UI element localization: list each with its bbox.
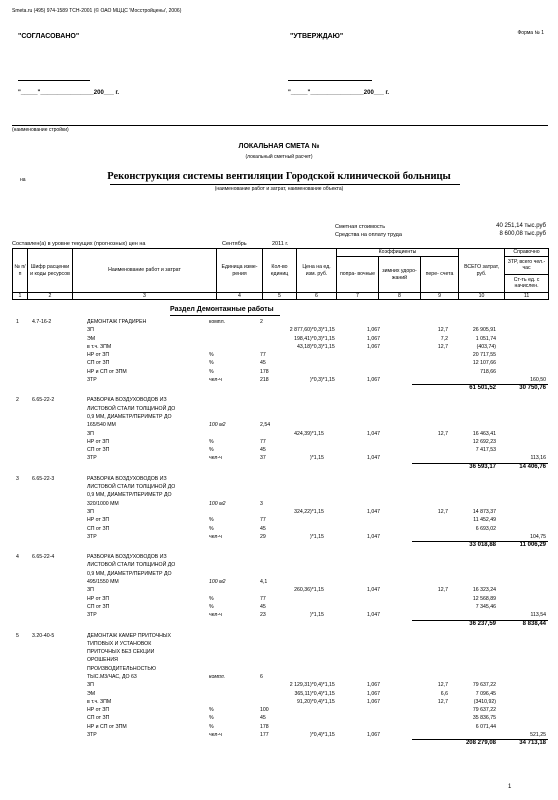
cost-total: 7 096,45 <box>475 690 496 697</box>
cost-qty: 177 <box>260 732 269 739</box>
item-name-line: ТЫС.М3/ЧАС, ДО 63 <box>87 674 137 680</box>
col-k2: зимних удоро- жаний <box>379 257 421 293</box>
col-total: ВСЕГО затрат, руб. <box>459 249 505 293</box>
item-qty: 2 <box>260 319 263 325</box>
col-k1: попра- вочные <box>337 257 379 293</box>
item-unit: 100 м2 <box>209 500 226 507</box>
item-name-line: 0,9 ММ, ДИАМЕТР/ПЕРИМЕТР ДО <box>87 492 172 499</box>
price-year: 2011 г. <box>272 241 289 247</box>
cost-k1: )*1,15 <box>310 612 324 619</box>
cost-unit: % <box>209 447 214 454</box>
col-number-cell: 7 <box>337 293 379 300</box>
cost-k1: )*0,3)*1,15 <box>310 377 335 384</box>
cost-row <box>12 731 548 739</box>
item-number: 5 <box>16 632 19 639</box>
item-sum-extra: 14 406,76 <box>519 463 546 470</box>
cost-qty: 178 <box>260 368 269 375</box>
cost-extra: 160,50 <box>530 377 546 384</box>
cost-name: ЗТР <box>87 377 97 384</box>
item-name-line: ТИПОВЫХ И УСТАНОВОК <box>87 640 152 647</box>
cost-extra: 104,75 <box>530 533 546 540</box>
cost-total: 6 693,02 <box>475 525 496 532</box>
cost-price: 2 129,31 <box>289 682 310 689</box>
cost-unit: чел-ч <box>209 612 222 619</box>
cost-unit: чел-ч <box>209 455 222 462</box>
cost-k3: 12,7 <box>437 698 448 705</box>
cost-k3: 6,6 <box>440 690 448 697</box>
col-number-cell: 2 <box>28 293 73 300</box>
cost-total: (403,74) <box>476 343 496 350</box>
cost-total: 12 692,23 <box>472 438 496 445</box>
cost-qty: 45 <box>260 447 266 454</box>
cost-k3: 12,7 <box>437 430 448 437</box>
section-title: Раздел Демонтажные работы <box>170 306 274 313</box>
cost-label: Сметная стоимость <box>335 224 386 230</box>
cost-row <box>12 525 548 533</box>
cost-row <box>12 343 548 351</box>
cost-k1: )*1,15 <box>310 587 324 594</box>
item-name-line: ОРОШЕНИЯ <box>87 657 118 664</box>
cost-row <box>12 351 548 359</box>
cost-value: 40 251,14 тыс.руб <box>496 223 546 229</box>
cost-k1: )*0,4)*1,15 <box>310 682 335 689</box>
item-sum-total: 33 018,88 <box>469 542 496 549</box>
cost-name: ЗТР <box>87 533 97 540</box>
item-qty: 2,54 <box>260 422 271 429</box>
cost-name: ЭМ <box>87 690 96 697</box>
cost-total: 1 051,74 <box>475 335 496 342</box>
col-ref: Справочно <box>505 249 549 257</box>
cost-name: ЗП <box>87 682 94 689</box>
cost-total: 35 836,75 <box>472 715 496 722</box>
cost-k3: 12,7 <box>437 587 448 594</box>
cost-k1: )*1,15 <box>310 533 324 540</box>
col-qty: Кол-во единиц <box>263 249 297 293</box>
cost-qty: 178 <box>260 723 269 730</box>
cost-qty: 45 <box>260 360 266 367</box>
cost-row <box>12 690 548 698</box>
col-k3: пере- счета <box>421 257 459 293</box>
item-sum-extra: 8 838,44 <box>522 620 546 627</box>
cost-k2: 1,047 <box>367 508 380 515</box>
section-underline <box>170 315 280 316</box>
agreed-label: "СОГЛАСОВАНО" <box>18 33 80 40</box>
item-name-line: ПРИТОЧНЫХ БЕЗ СЕКЦИИ <box>87 649 155 656</box>
item-sum-extra: 30 750,76 <box>519 385 546 392</box>
cost-name: ЗП <box>87 327 94 334</box>
construction-line <box>12 125 548 126</box>
cost-k2: 1,047 <box>367 455 380 462</box>
cost-qty: 218 <box>260 377 269 384</box>
software-header: Smeta.ru (495) 974-1589 ТСН-2001 (© ОАО МЦЦС 'Мосстройцены', 2006) <box>12 8 182 14</box>
cost-row <box>12 714 548 722</box>
date-right: "_____"________________200___ г. <box>288 90 390 96</box>
cost-qty: 45 <box>260 715 266 722</box>
cost-k2: 1,067 <box>367 682 380 689</box>
col-name: Наименование работ и затрат <box>73 249 217 293</box>
item-sum-extra: 34 713,18 <box>519 740 546 747</box>
cost-unit: % <box>209 517 214 524</box>
cost-k1: )*0,3)*1,15 <box>310 335 335 342</box>
col-number-cell: 10 <box>459 293 505 300</box>
cost-row <box>12 438 548 446</box>
construction-caption: (наименование стройки) <box>12 127 69 133</box>
cost-unit: % <box>209 723 214 730</box>
cost-row <box>12 586 548 594</box>
estimate-subtitle: (локальный сметный расчет) <box>245 154 313 160</box>
cost-k1: )*0,4)*1,15 <box>310 732 335 739</box>
col-number-cell: 5 <box>263 293 297 300</box>
cost-price: 324,22 <box>294 508 310 515</box>
cost-name: НР от ЗП <box>87 595 110 602</box>
col-number-cell: 6 <box>297 293 337 300</box>
item-code: 6.65-22-3 <box>32 475 55 482</box>
item-sum-row <box>12 384 548 393</box>
cost-k3: 12,7 <box>437 508 448 515</box>
cost-qty: 100 <box>260 707 269 714</box>
cost-price: 424,39 <box>294 430 310 437</box>
col-code: Шифр расценки и коды ресурсов <box>28 249 73 293</box>
cost-price: 198,41 <box>294 335 310 342</box>
item-name-line: 320/1000 ММ <box>87 500 119 507</box>
col-number-cell: 1 <box>13 293 28 300</box>
estimate-item <box>12 553 548 586</box>
cost-unit: % <box>209 595 214 602</box>
item-sum-total: 36 593,17 <box>469 463 496 470</box>
cost-name: ЗП <box>87 430 94 437</box>
cost-name: ЗТР <box>87 455 97 462</box>
cost-k2: 1,067 <box>367 327 380 334</box>
item-number: 3 <box>16 475 19 482</box>
cost-total: 7 417,53 <box>475 447 496 454</box>
cost-row <box>12 454 548 462</box>
cost-k1: )*0,4)*1,15 <box>310 698 335 705</box>
item-name: ДЕМОНТАЖ ГРАДИРЕН <box>87 319 147 325</box>
cost-row <box>12 335 548 343</box>
cost-name: НР от ЗП <box>87 438 110 445</box>
item-sum-total: 61 501,52 <box>469 385 496 392</box>
date-left: "_____"________________200___ г. <box>18 90 120 96</box>
cost-name: СП от ЗП <box>87 447 110 454</box>
cost-k2: 1,067 <box>367 690 380 697</box>
cost-row <box>12 430 548 438</box>
item-sum-total: 36 237,59 <box>469 620 496 627</box>
col-coefs: Коэффициенты <box>337 249 459 257</box>
item-qty: 4,1 <box>260 579 268 586</box>
cost-unit: % <box>209 603 214 610</box>
estimate-table-header <box>12 248 549 300</box>
cost-unit: % <box>209 707 214 714</box>
cost-name: ЗТР <box>87 732 97 739</box>
col-number-cell: 8 <box>379 293 421 300</box>
cost-k2: 1,047 <box>367 587 380 594</box>
estimate-title: ЛОКАЛЬНАЯ СМЕТА № <box>238 143 320 150</box>
cost-price: 2 877,60 <box>289 327 310 334</box>
item-unit: компл. <box>209 319 226 325</box>
cost-name: НР от ЗП <box>87 352 110 359</box>
cost-k2: 1,067 <box>367 732 380 739</box>
object-title: Реконструкция системы вентиляции Городской клинической больницы <box>107 171 451 182</box>
item-name-line: РАЗБОРКА ВОЗДУХОВОДОВ ИЗ <box>87 475 167 482</box>
cost-total: 79 637,22 <box>472 682 496 689</box>
item-name-line: ДЕМОНТАЖ КАМЕР ПРИТОЧНЫХ <box>87 632 171 639</box>
cost-total: (3410,92) <box>473 698 496 705</box>
cost-row <box>12 368 548 376</box>
wage-value: 8 600,08 тыс.руб <box>499 231 546 237</box>
cost-qty: 77 <box>260 517 266 524</box>
object-underline <box>110 184 460 185</box>
cost-name: НР и СП от ЗПМ <box>87 368 127 375</box>
item-name-line: ЛИСТОВОЙ СТАЛИ ТОЛЩИНОЙ ДО <box>87 562 176 569</box>
signature-line-right <box>288 80 372 81</box>
cost-unit: % <box>209 368 214 375</box>
price-level-label: Составлен(а) в уровне текущих (прогнозных) цен на <box>12 241 146 247</box>
col-number-cell: 9 <box>421 293 459 300</box>
cost-k2: 1,067 <box>367 335 380 342</box>
item-code: 6.65-22-2 <box>32 397 55 404</box>
cost-name: НР и СП от ЗПМ <box>87 723 127 730</box>
item-code: 3.20-40-5 <box>32 632 55 639</box>
cost-k1: )*1,15 <box>310 455 324 462</box>
cost-qty: 45 <box>260 525 266 532</box>
cost-k2: 1,047 <box>367 533 380 540</box>
cost-total: 26 905,91 <box>472 327 496 334</box>
cost-row <box>12 508 548 516</box>
cost-name: в т.ч. ЗПМ <box>87 698 112 705</box>
item-number: 2 <box>16 397 19 404</box>
cost-price: 260,36 <box>294 587 310 594</box>
cost-k2: 1,067 <box>367 377 380 384</box>
cost-unit: % <box>209 715 214 722</box>
cost-row <box>12 326 548 334</box>
cost-name: ЗП <box>87 508 94 515</box>
cost-price: 365,11 <box>294 690 310 697</box>
cost-total: 12 107,66 <box>472 360 496 367</box>
item-name-line: ЛИСТОВОЙ СТАЛИ ТОЛЩИНОЙ ДО <box>87 484 176 491</box>
cost-total: 7 345,46 <box>475 603 496 610</box>
cost-total: 79 637,22 <box>472 707 496 714</box>
object-caption: (наименование работ и затрат, наименование объекта) <box>214 186 344 192</box>
cost-row <box>12 611 548 619</box>
price-month: Сентябрь <box>222 241 247 247</box>
col-unit: Единица изме- рения <box>217 249 263 293</box>
estimate-item <box>12 318 548 326</box>
cost-qty: 77 <box>260 438 266 445</box>
approved-label: "УТВЕРЖДАЮ" <box>290 33 344 40</box>
cost-unit: чел-ч <box>209 732 222 739</box>
col-number-cell: 4 <box>217 293 263 300</box>
cost-row <box>12 595 548 603</box>
cost-k1: )*1,15 <box>310 508 324 515</box>
cost-name: ЭМ <box>87 335 96 342</box>
item-name-line: 165/540 ММ <box>87 422 116 429</box>
cost-total: 20 717,55 <box>472 352 496 359</box>
cost-unit: % <box>209 352 214 359</box>
item-name-line: РАЗБОРКА ВОЗДУХОВОДОВ ИЗ <box>87 397 167 404</box>
cost-k3: 12,7 <box>437 682 448 689</box>
cost-row <box>12 706 548 714</box>
item-name-line: 495/1550 ММ <box>87 579 119 586</box>
cost-total: 6 071,44 <box>475 723 496 730</box>
item-code: 4.7-16-2 <box>32 319 52 325</box>
item-number: 1 <box>16 319 19 325</box>
item-name-line: ЛИСТОВОЙ СТАЛИ ТОЛЩИНОЙ ДО <box>87 405 176 412</box>
cost-qty: 77 <box>260 595 266 602</box>
cost-row <box>12 533 548 541</box>
cost-name: СП от ЗП <box>87 525 110 532</box>
cost-unit: % <box>209 360 214 367</box>
cost-unit: чел-ч <box>209 377 222 384</box>
cost-qty: 37 <box>260 455 266 462</box>
cost-unit: % <box>209 438 214 445</box>
item-unit: 100 м2 <box>209 579 226 586</box>
cost-name: НР от ЗП <box>87 707 110 714</box>
cost-row <box>12 723 548 731</box>
cost-total: 14 873,37 <box>472 508 496 515</box>
cost-extra: 113,16 <box>530 455 546 462</box>
estimate-rows <box>12 318 548 751</box>
form-number: Форма № 1 <box>517 30 544 36</box>
cost-extra: 113,54 <box>530 612 546 619</box>
cost-extra: 521,25 <box>530 732 546 739</box>
cost-total: 16 463,41 <box>472 430 496 437</box>
cost-k2: 1,047 <box>367 612 380 619</box>
cost-qty: 23 <box>260 612 266 619</box>
cost-total: 16 323,24 <box>472 587 496 594</box>
na-label: на <box>20 177 26 183</box>
cost-qty: 45 <box>260 603 266 610</box>
cost-k3: 12,7 <box>437 327 448 334</box>
item-sum-row <box>12 739 548 748</box>
item-name-line: ПРОИЗВОДИТЕЛЬНОСТЬЮ <box>87 665 157 672</box>
item-sum-total: 208 279,08 <box>465 740 496 747</box>
cost-price: 91,20 <box>297 698 310 705</box>
cost-k3: 7,2 <box>440 335 448 342</box>
cost-total: 718,66 <box>480 368 496 375</box>
col-ref-sub <box>505 257 549 293</box>
cost-row <box>12 603 548 611</box>
cost-name: в т.ч. ЗПМ <box>87 343 112 350</box>
item-name-line: РАЗБОРКА ВОЗДУХОВОДОВ ИЗ <box>87 554 167 561</box>
column-numbers-row <box>13 293 549 300</box>
cost-row <box>12 698 548 706</box>
cost-qty: 77 <box>260 352 266 359</box>
cost-name: ЗТР <box>87 612 97 619</box>
item-code: 6.65-22-4 <box>32 554 55 561</box>
cost-row <box>12 446 548 454</box>
cost-k3: 12,7 <box>437 343 448 350</box>
signature-line-left <box>18 80 90 81</box>
page-number: 1 <box>508 784 512 790</box>
item-sum-row <box>12 620 548 629</box>
cost-qty: 29 <box>260 533 266 540</box>
item-qty: 6 <box>260 674 263 680</box>
cost-row <box>12 681 548 689</box>
cost-name: НР от ЗП <box>87 517 110 524</box>
cost-k2: 1,067 <box>367 698 380 705</box>
item-sum-row <box>12 541 548 550</box>
cost-k1: )*0,4)*1,15 <box>310 690 335 697</box>
cost-name: СП от ЗП <box>87 715 110 722</box>
estimate-item <box>12 632 548 682</box>
estimate-item <box>12 475 548 508</box>
cost-unit: чел-ч <box>209 533 222 540</box>
item-unit: 100 м2 <box>209 422 226 429</box>
cost-total: 12 568,89 <box>472 595 496 602</box>
cost-k2: 1,067 <box>367 343 380 350</box>
cost-row <box>12 376 548 384</box>
cost-total: 11 452,49 <box>473 517 496 524</box>
item-number: 4 <box>16 554 19 561</box>
item-name-line: 0,9 ММ, ДИАМЕТР/ПЕРИМЕТР ДО <box>87 413 172 420</box>
cost-name: СП от ЗП <box>87 360 110 367</box>
col-number-cell: 3 <box>73 293 217 300</box>
cost-k1: )*0,3)*1,15 <box>310 343 335 350</box>
col-ref-ztr: ЗТР, всего чел.-час <box>505 257 548 275</box>
cost-unit: % <box>209 525 214 532</box>
item-gap <box>12 748 548 751</box>
cost-row <box>12 516 548 524</box>
cost-k2: 1,047 <box>367 430 380 437</box>
item-name-line: 0,9 ММ, ДИАМЕТР/ПЕРИМЕТР ДО <box>87 570 172 577</box>
col-ref-cost: Ст-ть ед. с начислен. <box>513 277 540 289</box>
estimate-item <box>12 396 548 429</box>
cost-name: СП от ЗП <box>87 603 110 610</box>
item-sum-row <box>12 463 548 472</box>
col-price: Цена на ед. изм. руб. <box>297 249 337 293</box>
cost-k1: )*1,15 <box>310 430 324 437</box>
cost-name: ЗП <box>87 587 94 594</box>
cost-k1: )*0,3)*1,15 <box>310 327 335 334</box>
item-qty: 3 <box>260 500 263 507</box>
item-unit: компл. <box>209 674 226 680</box>
wage-label: Средства на оплату труда <box>335 232 402 238</box>
cost-price: 43,18 <box>297 343 310 350</box>
cost-row <box>12 359 548 367</box>
col-num: № п/п <box>13 249 28 293</box>
item-sum-extra: 11 006,29 <box>519 542 546 549</box>
col-number-cell: 11 <box>505 293 549 300</box>
